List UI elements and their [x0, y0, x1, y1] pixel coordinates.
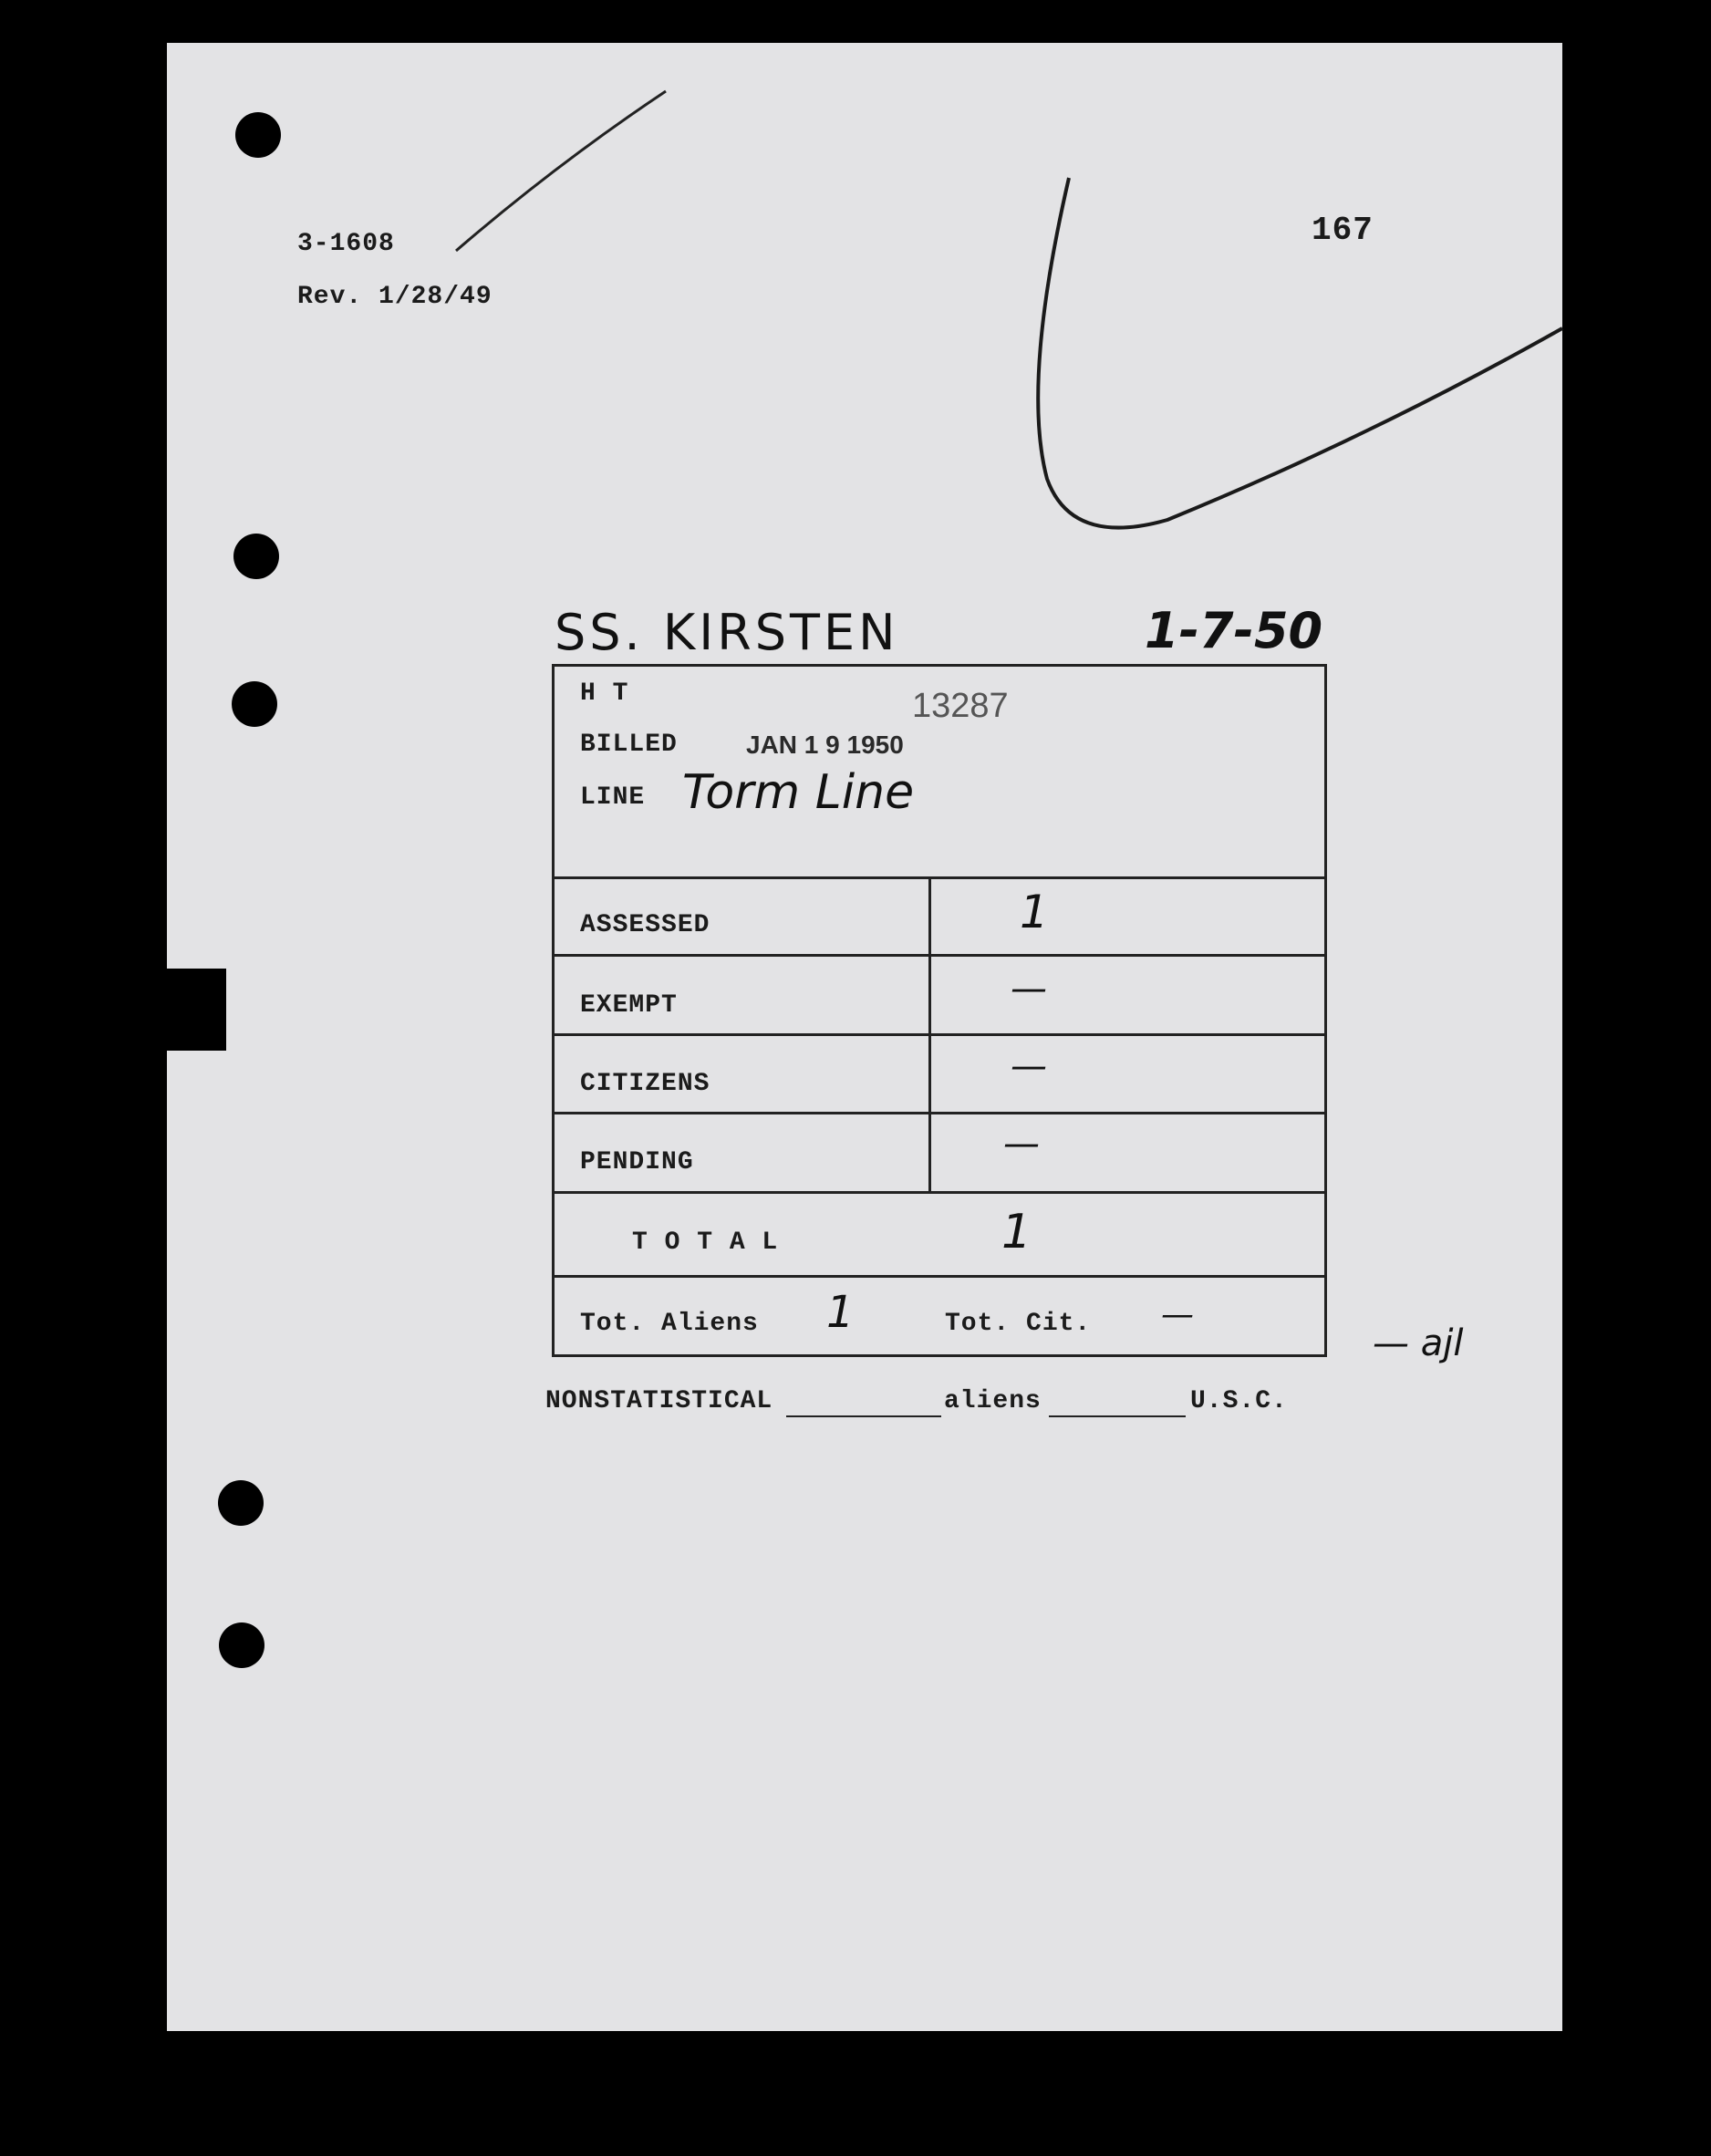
row-label-citizens: CITIZENS — [580, 1070, 710, 1098]
manifest-table — [552, 664, 1327, 1357]
aliens-blank — [1049, 1415, 1186, 1417]
tot-cit-label: Tot. Cit. — [945, 1310, 1092, 1338]
nonstatistical-blank — [786, 1415, 941, 1417]
row-value-citizens: — — [1011, 1045, 1047, 1087]
usc-label: U.S.C. — [1190, 1387, 1288, 1415]
divider — [555, 954, 1324, 957]
row-label-pending: PENDING — [580, 1148, 694, 1176]
form-number: 3-1608 — [297, 230, 395, 258]
form-revision: Rev. 1/28/49 — [297, 283, 493, 311]
page-number: 167 — [1312, 212, 1374, 249]
pencil-curve — [1038, 178, 1562, 528]
vessel-date: 1-7-50 — [1145, 602, 1323, 659]
line-label: LINE — [580, 783, 646, 812]
divider — [555, 1112, 1324, 1114]
billed-date: JAN 1 9 1950 — [746, 731, 904, 759]
billed-label: BILLED — [580, 731, 678, 759]
tot-cit-value: — — [1161, 1296, 1194, 1333]
row-label-exempt: EXEMPT — [580, 991, 678, 1020]
nonstatistical-label: NONSTATISTICAL — [545, 1387, 773, 1415]
vessel-name: SS. KIRSTEN — [555, 604, 899, 661]
row-value-exempt: — — [1011, 968, 1047, 1010]
ht-number: 13287 — [912, 687, 1009, 725]
clerk-initials: — ajl — [1373, 1322, 1464, 1364]
line-value: Torm Line — [682, 765, 915, 820]
divider — [555, 1191, 1324, 1194]
divider — [555, 1033, 1324, 1036]
aliens-label: aliens — [944, 1387, 1042, 1415]
ht-label: H T — [580, 679, 629, 708]
tot-aliens-label: Tot. Aliens — [580, 1310, 759, 1338]
row-label-assessed: ASSESSED — [580, 911, 710, 939]
check-mark — [456, 91, 666, 251]
row-value-assessed: 1 — [1020, 886, 1049, 938]
row-value-pending: — — [1003, 1123, 1040, 1165]
total-value: 1 — [1001, 1205, 1032, 1259]
divider — [555, 876, 1324, 879]
divider — [555, 1275, 1324, 1278]
tot-aliens-value: 1 — [826, 1287, 855, 1338]
total-label: T O T A L — [632, 1228, 779, 1257]
